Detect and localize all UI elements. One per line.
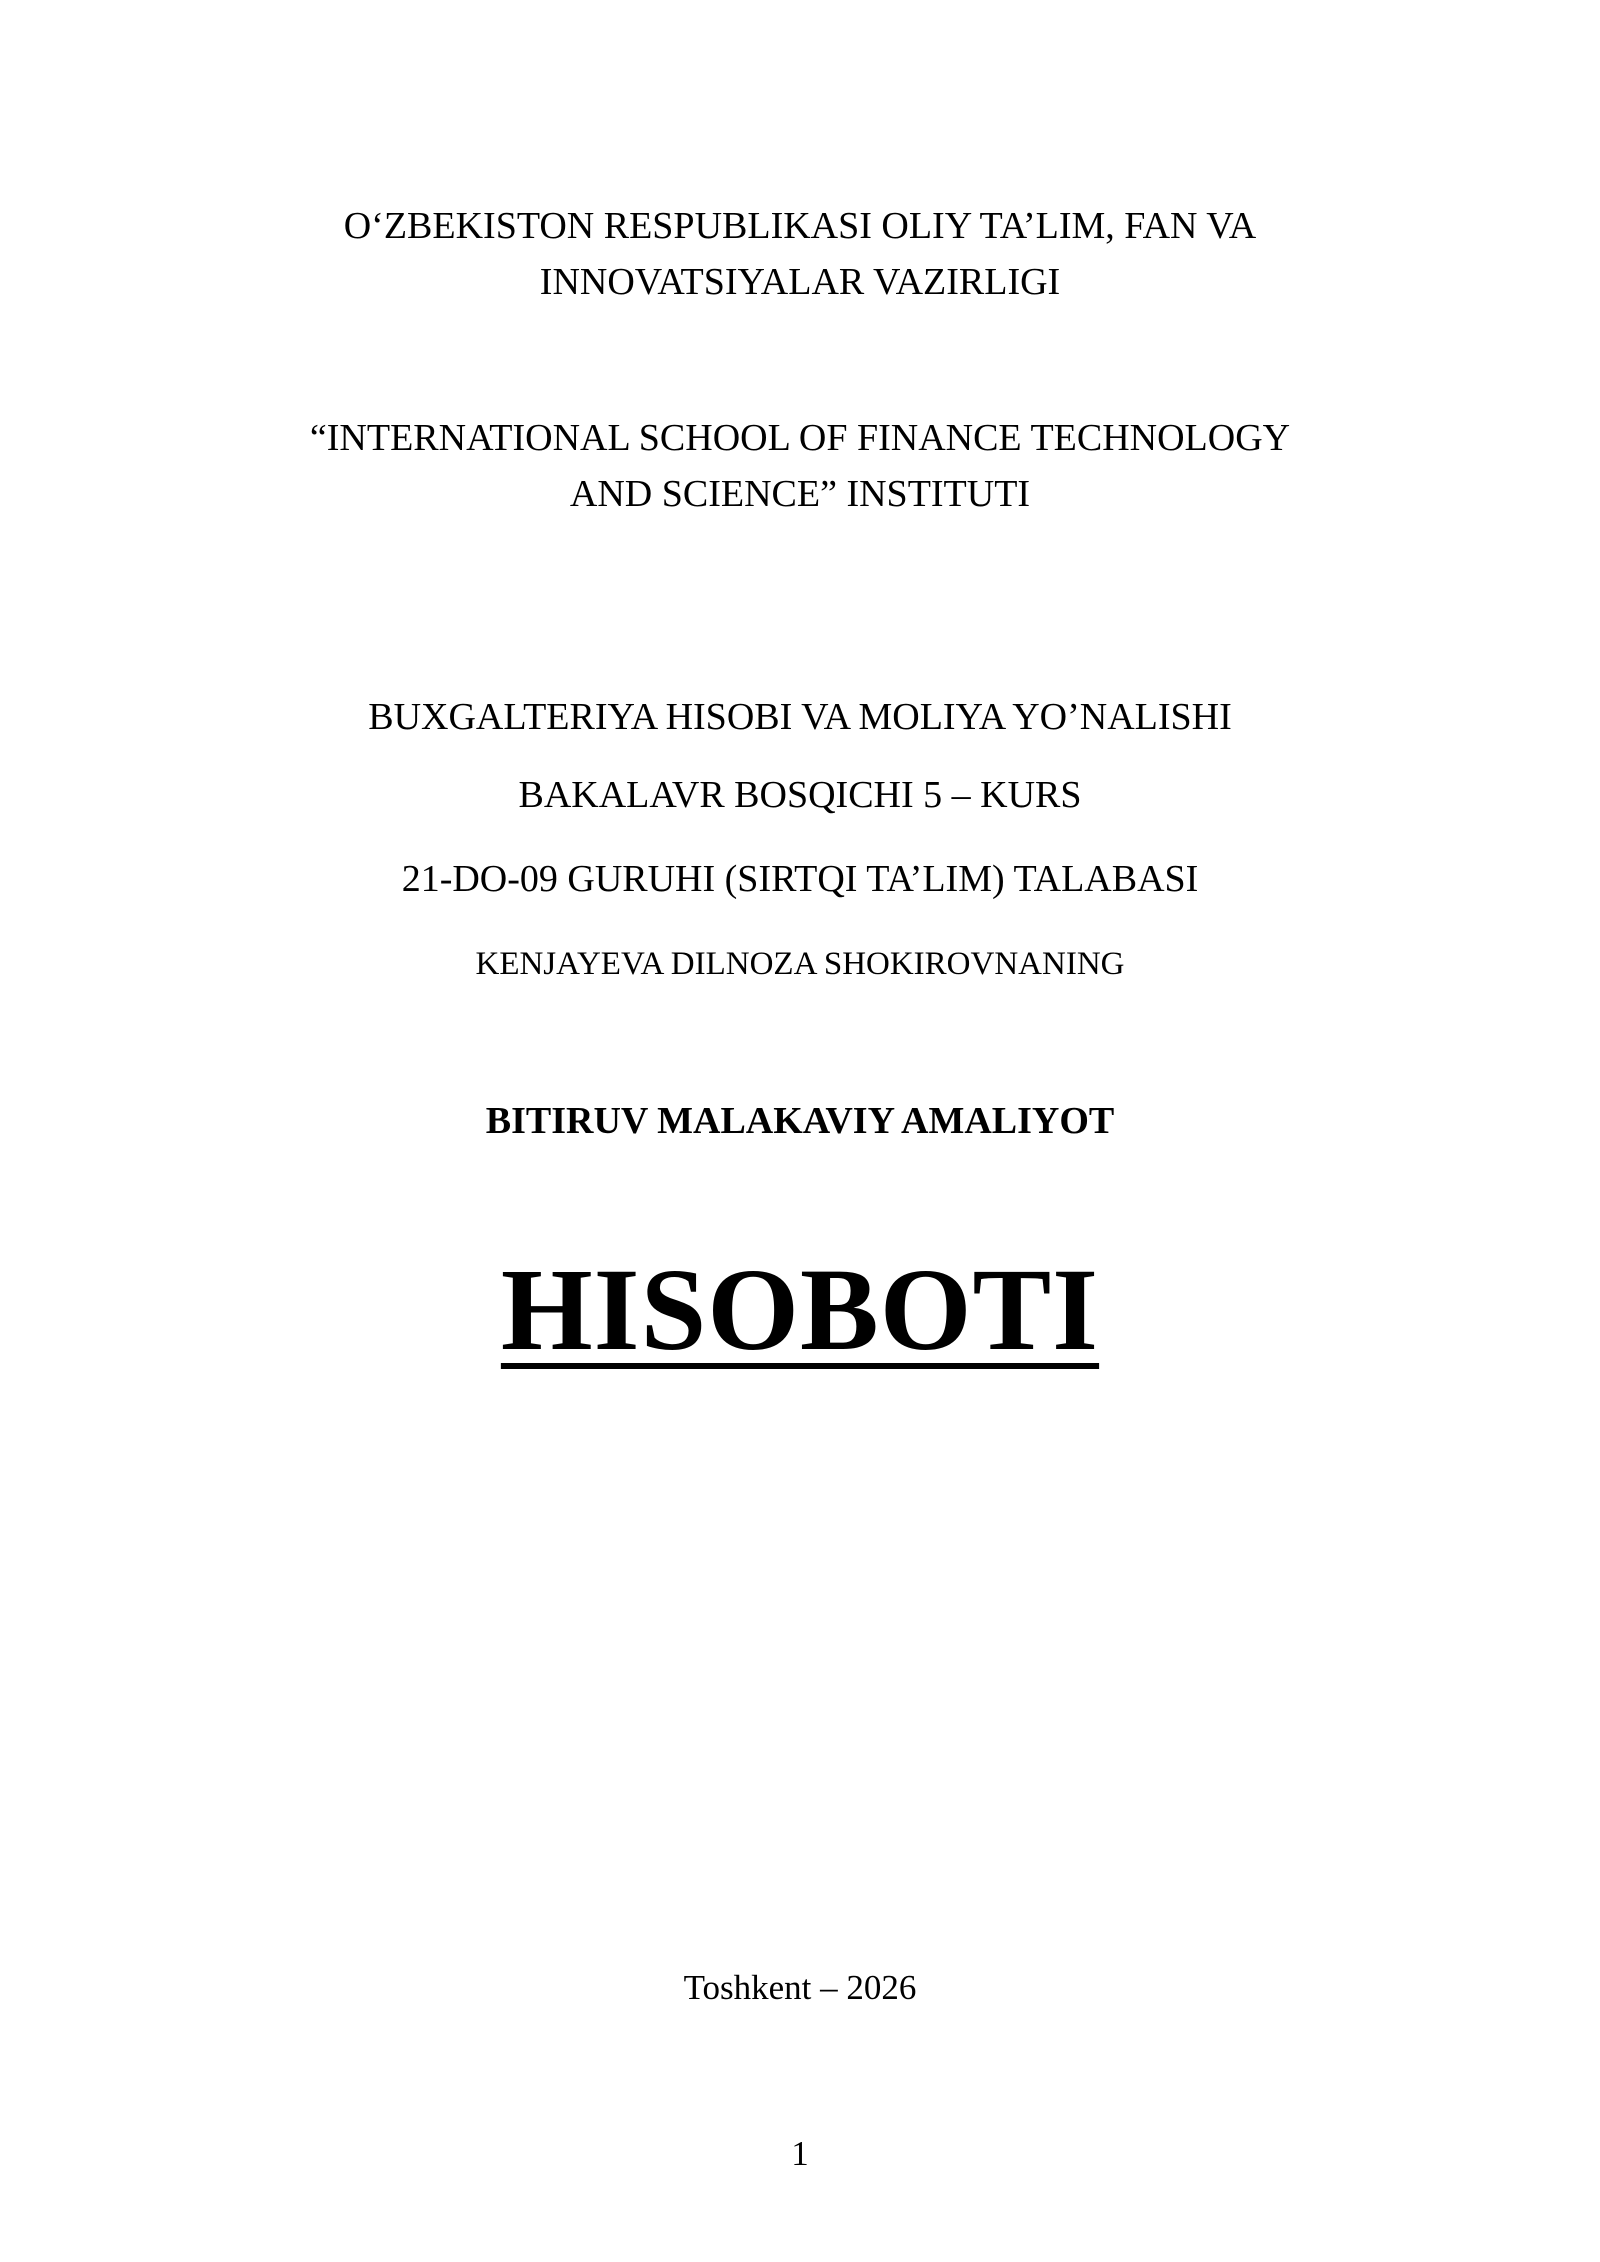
student-group: 21-DO-09 GURUHI (SIRTQI TA’LIM) TALABASI — [401, 858, 1199, 900]
ministry-line-2: INNOVATSIYALAR VAZIRLIGI — [539, 261, 1061, 303]
ministry-heading — [0, 198, 1600, 310]
page-number: 1 — [791, 2134, 809, 2173]
ministry-line-1: O‘ZBEKISTON RESPUBLIKASI OLIY TA’LIM, FAN VA — [343, 205, 1257, 247]
report-title: HISOBOTI — [500, 1244, 1100, 1375]
study-stage: BAKALAVR BOSQICHI 5 – KURS — [518, 774, 1082, 816]
institute-heading — [0, 410, 1600, 522]
institute-line-1: “INTERNATIONAL SCHOOL OF FINANCE TECHNOLOGY — [309, 417, 1291, 459]
study-direction: BUXGALTERIYA HISOBI VA MOLIYA YO’NALISHI — [368, 696, 1232, 738]
institute-line-2: AND SCIENCE” INSTITUTI — [569, 473, 1031, 515]
report-type: BITIRUV MALAKAVIY AMALIYOT — [485, 1100, 1115, 1142]
student-name: KENJAYEVA DILNOZA SHOKIROVNANING — [475, 946, 1125, 982]
place-and-year: Toshkent – 2026 — [683, 1968, 917, 2007]
